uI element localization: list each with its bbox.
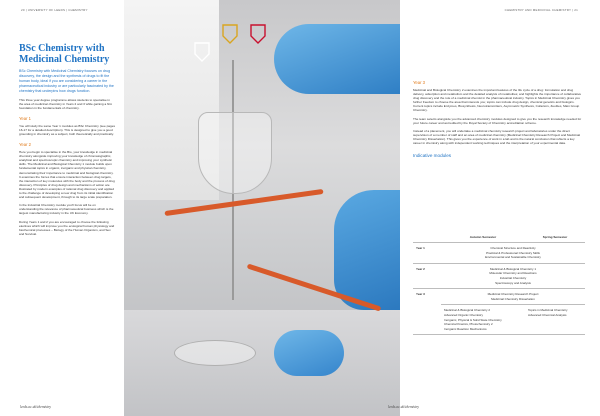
year2-label: Year 2 — [413, 263, 441, 288]
right-text-column — [413, 74, 583, 161]
module-item: Medicinal & Biological Chemistry 2 — [444, 308, 491, 313]
year1-label: Year 1 — [413, 243, 441, 264]
module-item: Topics in Medicinal Chemistry — [527, 308, 568, 313]
module-item: Industrial Chemistry — [499, 275, 527, 280]
intro-paragraph: BSc Chemistry with Medicinal Chemistry focuses on drug discovery, the design and the synthesis of drugs to fit the human body, ideal if you are considering a career in the pharmaceutical industry or are particularly fascinated by the chemistry that underpins how drugs function. — [19, 69, 114, 93]
year3-paragraph-2: The team selects alongside you the advanced chemistry modules designed to give you the research knowledge needed for your future career and accredited by the Royal Society of Chemistry accreditation scheme. — [413, 116, 582, 125]
table-header-spring: Spring Semester — [525, 232, 585, 243]
year2-heading: Year 2 — [19, 142, 31, 148]
indicative-modules-table — [413, 232, 585, 335]
module-item: Molecular Chemistry and Reactions — [489, 271, 537, 276]
lab-bench — [124, 310, 400, 416]
table-header-empty — [413, 232, 441, 243]
left-footer-url: leeds.ac.uk/chemistry — [20, 405, 51, 409]
year1-modules — [441, 243, 585, 264]
year2-paragraph-3: During Years 1 and 2 you are encouraged to choose the following electives which will improve you the ecological human physiology and biochemical processes – Biology of the Human Organism, and Sex and Survival. — [19, 219, 115, 236]
left-running-head: 20 | UNIVERSITY OF LEEDS | CHEMISTRY — [21, 8, 88, 12]
petri-dish — [174, 340, 256, 366]
shield-icon-gold — [222, 24, 238, 44]
table-header-row — [413, 232, 585, 243]
module-item: Chemical Structure and Reactivity — [490, 246, 536, 250]
module-item: Practical & Professional Chemistry Skills — [486, 250, 540, 255]
table-header-autumn: Autumn Semester — [441, 232, 525, 243]
year3-autumn-modules — [441, 305, 525, 335]
table-row-year2 — [413, 263, 585, 288]
year2-paragraph-2: In the Industrial Chemistry module you'll focus will be on understanding the relevance of pharmaceutical business which is the largest manufacturing industry in the UK Economy. — [19, 203, 114, 216]
gloved-hand-middle — [334, 190, 400, 310]
module-item: Environmental and Sustainable Chemistry — [485, 255, 541, 260]
table-row-year3-spanning — [413, 289, 585, 305]
module-item: Medicinal Chemistry Research Project — [487, 292, 539, 297]
year3-label: Year 3 — [413, 289, 441, 335]
module-item: Medicinal Chemistry Dissertation — [491, 296, 535, 301]
module-item: Inorganic, Physical & Solid State Chemistry — [444, 317, 502, 322]
year3-spring-modules — [525, 305, 585, 335]
year3-paragraph-1: Medicinal and Biological Chemistry 2 examines the important features of the life cycle of a drug: formulation and drug delivery, adsorption and metabolism and the detailed analysis of metabolites; and highlights the importance of collaborative drug discovery and the role of a medicinal chemist in the pharmaceutical industry. Topics in Medicinal Chemistry gives you further freedom to choose the area that interests you; topics can include drug design, chemical genetics and biologics. Current topics include Enzymes, Biosynthesis, Neurotransmitters, Asymmetric Synthesis, Cofactors, Zeolites, Main Group Chemistry. — [413, 88, 582, 113]
gloved-hand-bottom — [274, 330, 344, 376]
modules-heading: Indicative modules — [413, 153, 452, 159]
overview-paragraph: This three year degree programme allows students to specialise in the area of medicinal chemistry in Years 2 and 3 while gaining a firm foundation in the fundamentals of chemistry. — [19, 97, 113, 110]
right-footer-url: leeds.ac.uk/chemistry — [388, 405, 419, 409]
shield-icon-red — [250, 24, 266, 44]
module-item: Advanced Organic Chemistry — [444, 312, 484, 317]
year1-paragraph: You will study the same Year 1 modules as BSc Chemistry (see pages 16-17 for a detailed description). This is designed to give you a good grounding in chemistry as a subject, both theoretically and practically. — [19, 123, 116, 136]
module-item: Spectroscopy and Analysis — [495, 280, 531, 285]
year2-modules — [441, 263, 585, 288]
right-running-head: CHEMISTRY AND MEDICINAL CHEMISTRY | 21 — [504, 8, 578, 12]
module-item: Medicinal & Biological Chemistry 1 — [489, 266, 537, 271]
shield-icon-white — [194, 42, 210, 62]
module-item: Advanced Chemical Analysis — [527, 312, 567, 317]
year3-heading: Year 3 — [413, 80, 425, 85]
left-text-column — [19, 44, 115, 240]
page-title: BSc Chemistry with Medicinal Chemistry — [19, 43, 110, 65]
module-item: Inorganic Reaction Mechanisms — [444, 326, 487, 331]
lab-photo — [124, 0, 400, 416]
module-item: Chemical Kinetics, Photochemistry 2 — [444, 322, 493, 327]
table-row-year1 — [413, 243, 585, 264]
year1-heading: Year 1 — [19, 115, 31, 121]
year3-spanning-modules — [441, 289, 585, 305]
separating-funnel — [198, 112, 272, 194]
gloved-hand-top — [274, 24, 400, 94]
year3-paragraph-3: Instead of a placement, you will undertake a medicinal chemistry research project and laboratories under the direct supervision of a member of staff and an area of medicinal chemistry (Medicinal Chemistry Research Project and Medicinal Chemistry Dissertation). This gives you the experience of work in a lab and is the natural conclusion that reflects a key career in chemistry along with independent working techniques and the interpretation of your experimental data. — [413, 128, 581, 146]
year2-paragraph-1: Here you begin to specialise in the Bio, your knowledge in medicinal chemistry alongside improving your knowledge of chromatographic, analytical and spectroscopic chemistry and improving your synthetic skills. The Medicinal and Biological Chemistry 1 module builds upon fundamental topics in organic, inorganic and physical chemistry, demonstrating their importance to medicinal and biological chemistry. It examines the forces that ensure interaction between drug targets, the interaction of key molecules with the body and the process of drug discovery. Principles of drug design and mechanisms of action are illustrated by modern examples of rational drug discovery and applied to the challenge of developing a new drug from its initial identification and subsequent development, through to its large scale preparation. — [19, 150, 115, 200]
